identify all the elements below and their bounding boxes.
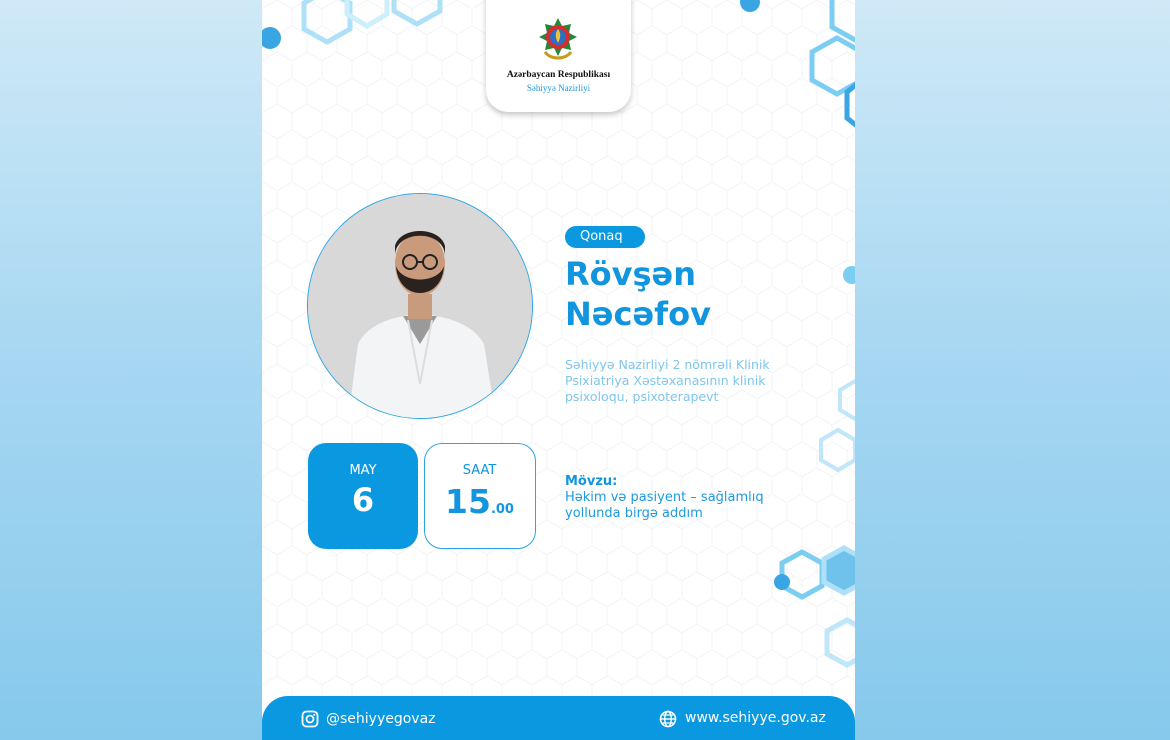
event-time-label: SAAT bbox=[462, 463, 497, 478]
guest-badge: Qonaq bbox=[565, 226, 645, 248]
event-month: MAY bbox=[349, 463, 377, 478]
guest-portrait bbox=[308, 194, 533, 419]
event-date-box bbox=[308, 443, 418, 549]
ministry-logo-card bbox=[486, 0, 631, 112]
guest-first-name: Rövşən bbox=[565, 255, 697, 293]
event-poster bbox=[262, 0, 855, 740]
topic-text: Həkim və pasiyent – sağlamlıq yollunda birgə addım bbox=[565, 490, 764, 521]
guest-name bbox=[565, 254, 711, 334]
event-hour: 15 bbox=[445, 482, 491, 521]
organization-country: Azərbaycan Respublikası bbox=[506, 70, 611, 80]
instagram-icon bbox=[301, 710, 319, 728]
guest-position: Səhiyyə Nazirliyi 2 nömrəli Klinik Psixiatriya Xəstəxanasının klinik psixoloqu, psixoterapevt bbox=[565, 357, 770, 404]
topic-label: Mövzu: bbox=[565, 474, 618, 489]
event-time bbox=[425, 482, 534, 521]
guest-photo bbox=[307, 193, 533, 419]
instagram-handle-link[interactable]: @sehiyyegovaz bbox=[326, 711, 436, 727]
event-minutes: .00 bbox=[490, 502, 514, 517]
event-time-box bbox=[424, 443, 536, 549]
azerbaijan-emblem-icon bbox=[537, 16, 579, 64]
guest-last-name: Nəcəfov bbox=[565, 295, 711, 333]
event-day: 6 bbox=[351, 481, 375, 519]
footer-bar bbox=[262, 696, 855, 740]
organization-ministry: Səhiyyə Nazirliyi bbox=[526, 83, 591, 93]
globe-icon bbox=[659, 710, 677, 728]
website-link[interactable]: www.sehiyye.gov.az bbox=[685, 710, 826, 726]
